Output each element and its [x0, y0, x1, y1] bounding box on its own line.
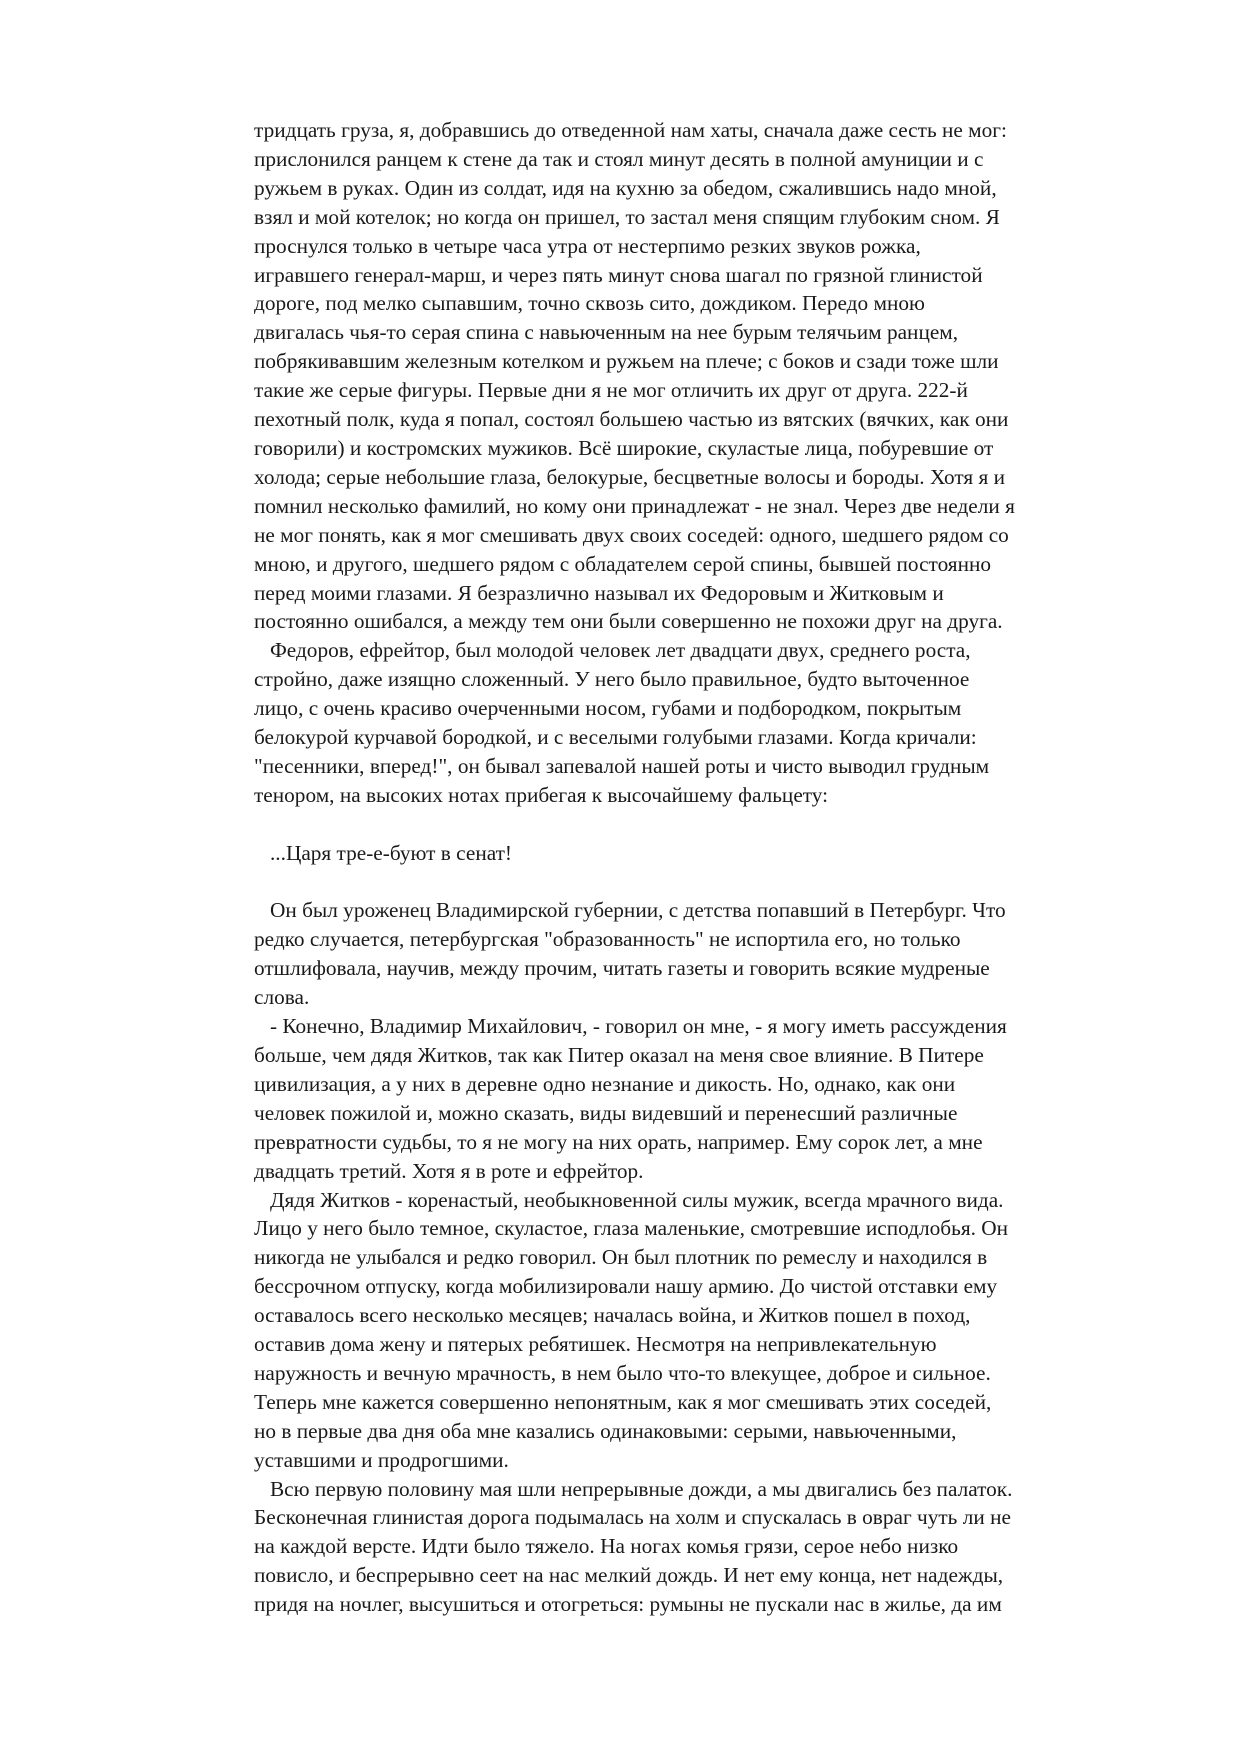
text-line: человек пожилой и, можно сказать, виды видевший и перенесший различные [254, 1100, 958, 1125]
text-line: мною, и другого, шедшего рядом с обладателем серой спины, бывшей постоянно [254, 551, 992, 576]
text-line: больше, чем дядя Житков, так как Питер оказал на меня свое влияние. В Питере [254, 1042, 984, 1067]
text-line: ...Царя тре-е-буют в сенат! [254, 840, 513, 865]
text-line: тенором, на высоких нотах прибегая к высочайшему фальцету: [254, 782, 829, 807]
text-line: не мог понять, как я мог смешивать двух своих соседей: одного, шедшего рядом со [254, 522, 1009, 547]
text-line: наружность и вечную мрачность, в нем было что-то влекущее, доброе и сильное. [254, 1360, 991, 1385]
text-line: дороге, под мелко сыпавшим, точно сквозь сито, дождиком. Передо мною [254, 291, 925, 316]
text-line: двадцать третий. Хотя я в роте и ефрейтор. [254, 1158, 644, 1183]
text-line: постоянно ошибался, а между тем они были совершенно не похожи друг на друга. [254, 609, 1003, 634]
text-line: уставшими и продрогшими. [254, 1447, 509, 1472]
text-line: говорили) и костромских мужиков. Всё широкие, скуластые лица, побуревшие от [254, 435, 994, 460]
text-line: помнил несколько фамилий, но кому они принадлежат - не знал. Через две недели я [254, 493, 1015, 518]
text-line: пехотный полк, куда я попал, состоял большею частью из вятских (вячких, как они [254, 407, 1009, 432]
text-line: Бесконечная глинистая дорога подымалась на холм и спускалась в овраг чуть ли не [254, 1505, 1011, 1530]
text-line: Федоров, ефрейтор, был молодой человек лет двадцати двух, среднего роста, [254, 638, 971, 663]
text-line: стройно, даже изящно сложенный. У него было правильное, будто выточенное [254, 667, 970, 692]
text-line: бессрочном отпуску, когда мобилизировали нашу армию. До чистой отставки ему [254, 1274, 998, 1299]
text-line: Лицо у него было темное, скуластое, глаза маленькие, смотревшие исподлобья. Он [254, 1216, 1009, 1241]
text-line: ружьем в руках. Один из солдат, идя на кухню за обедом, сжалившись надо мной, [254, 175, 997, 200]
body-text [254, 116, 1174, 1619]
text-line: на каждой версте. Идти было тяжело. На ногах комья грязи, серое небо низко [254, 1534, 959, 1559]
text-line: прислонился ранцем к стене да так и стоял минут десять в полной амуниции и с [254, 146, 984, 171]
text-line: цивилизация, а у них в деревне одно незнание и дикость. Но, однако, как они [254, 1071, 956, 1096]
text-line: холода; серые небольшие глаза, белокурые, бесцветные волосы и бороды. Хотя я и [254, 464, 1006, 489]
text-line: игравшего генерал-марш, и через пять минут снова шагал по грязной глинистой [254, 262, 983, 287]
text-line: Всю первую половину мая шли непрерывные дожди, а мы двигались без палаток. [254, 1476, 1013, 1501]
text-line: оставив дома жену и пятерых ребятишек. Несмотря на непривлекательную [254, 1332, 937, 1357]
text-line: "песенники, вперед!", он бывал запевалой нашей роты и чисто выводил грудным [254, 753, 990, 778]
text-line: взял и мой котелок; но когда он пришел, то застал меня спящим глубоким сном. Я [254, 204, 1000, 229]
text-line: тридцать груза, я, добравшись до отведенной нам хаты, сначала даже сесть не мог: [254, 118, 1007, 142]
text-line: Он был уроженец Владимирской губернии, с детства попавший в Петербург. Что [254, 898, 1006, 923]
text-line: такие же серые фигуры. Первые дни я не мог отличить их друг от друга. 222-й [254, 378, 968, 403]
text-line: Дядя Житков - коренастый, необыкновенной силы мужик, всегда мрачного вида. [254, 1187, 1004, 1212]
blank-line [254, 868, 1174, 897]
text-line: перед моими глазами. Я безразлично называл их Федоровым и Житковым и [254, 580, 944, 605]
text-line: придя на ночлег, высушиться и отогреться: румыны не пускали нас в жилье, да им [254, 1592, 1002, 1617]
text-line: редко случается, петербургская "образованность" не испортила его, но только [254, 927, 961, 952]
text-line: но в первые два дня оба мне казались одинаковыми: серыми, навьюченными, [254, 1418, 957, 1443]
text-line: повисло, и беспрерывно сеет на нас мелкий дождь. И нет ему конца, нет надежды, [254, 1563, 1004, 1588]
text-line: оставалось всего несколько месяцев; началась война, и Житков пошел в поход, [254, 1303, 971, 1328]
text-line: побрякивавшим железным котелком и ружьем на плече; с боков и сзади тоже шли [254, 349, 999, 374]
text-line: двигалась чья-то серая спина с навьюченным на нее бурым телячьим ранцем, [254, 320, 959, 345]
text-line: проснулся только в четыре часа утра от нестерпимо резких звуков рожка, [254, 233, 921, 258]
text-line: никогда не улыбался и редко говорил. Он был плотник по ремеслу и находился в [254, 1245, 988, 1270]
text-line: - Конечно, Владимир Михайлович, - говорил он мне, - я могу иметь рассуждения [254, 1014, 1007, 1039]
text-line: превратности судьбы, то я не могу на них орать, например. Ему сорок лет, а мне [254, 1129, 983, 1154]
text-line: слова. [254, 985, 310, 1010]
blank-line [254, 810, 1174, 839]
text-line: белокурой курчавой бородкой, и с веселыми голубыми глазами. Когда кричали: [254, 725, 977, 750]
text-line: лицо, с очень красиво очерченными носом, губами и подбородком, покрытым [254, 696, 962, 721]
text-line: Теперь мне кажется совершенно непонятным, как я мог смешивать этих соседей, [254, 1389, 992, 1414]
text-line: отшлифовала, научив, между прочим, читать газеты и говорить всякие мудреные [254, 956, 990, 981]
